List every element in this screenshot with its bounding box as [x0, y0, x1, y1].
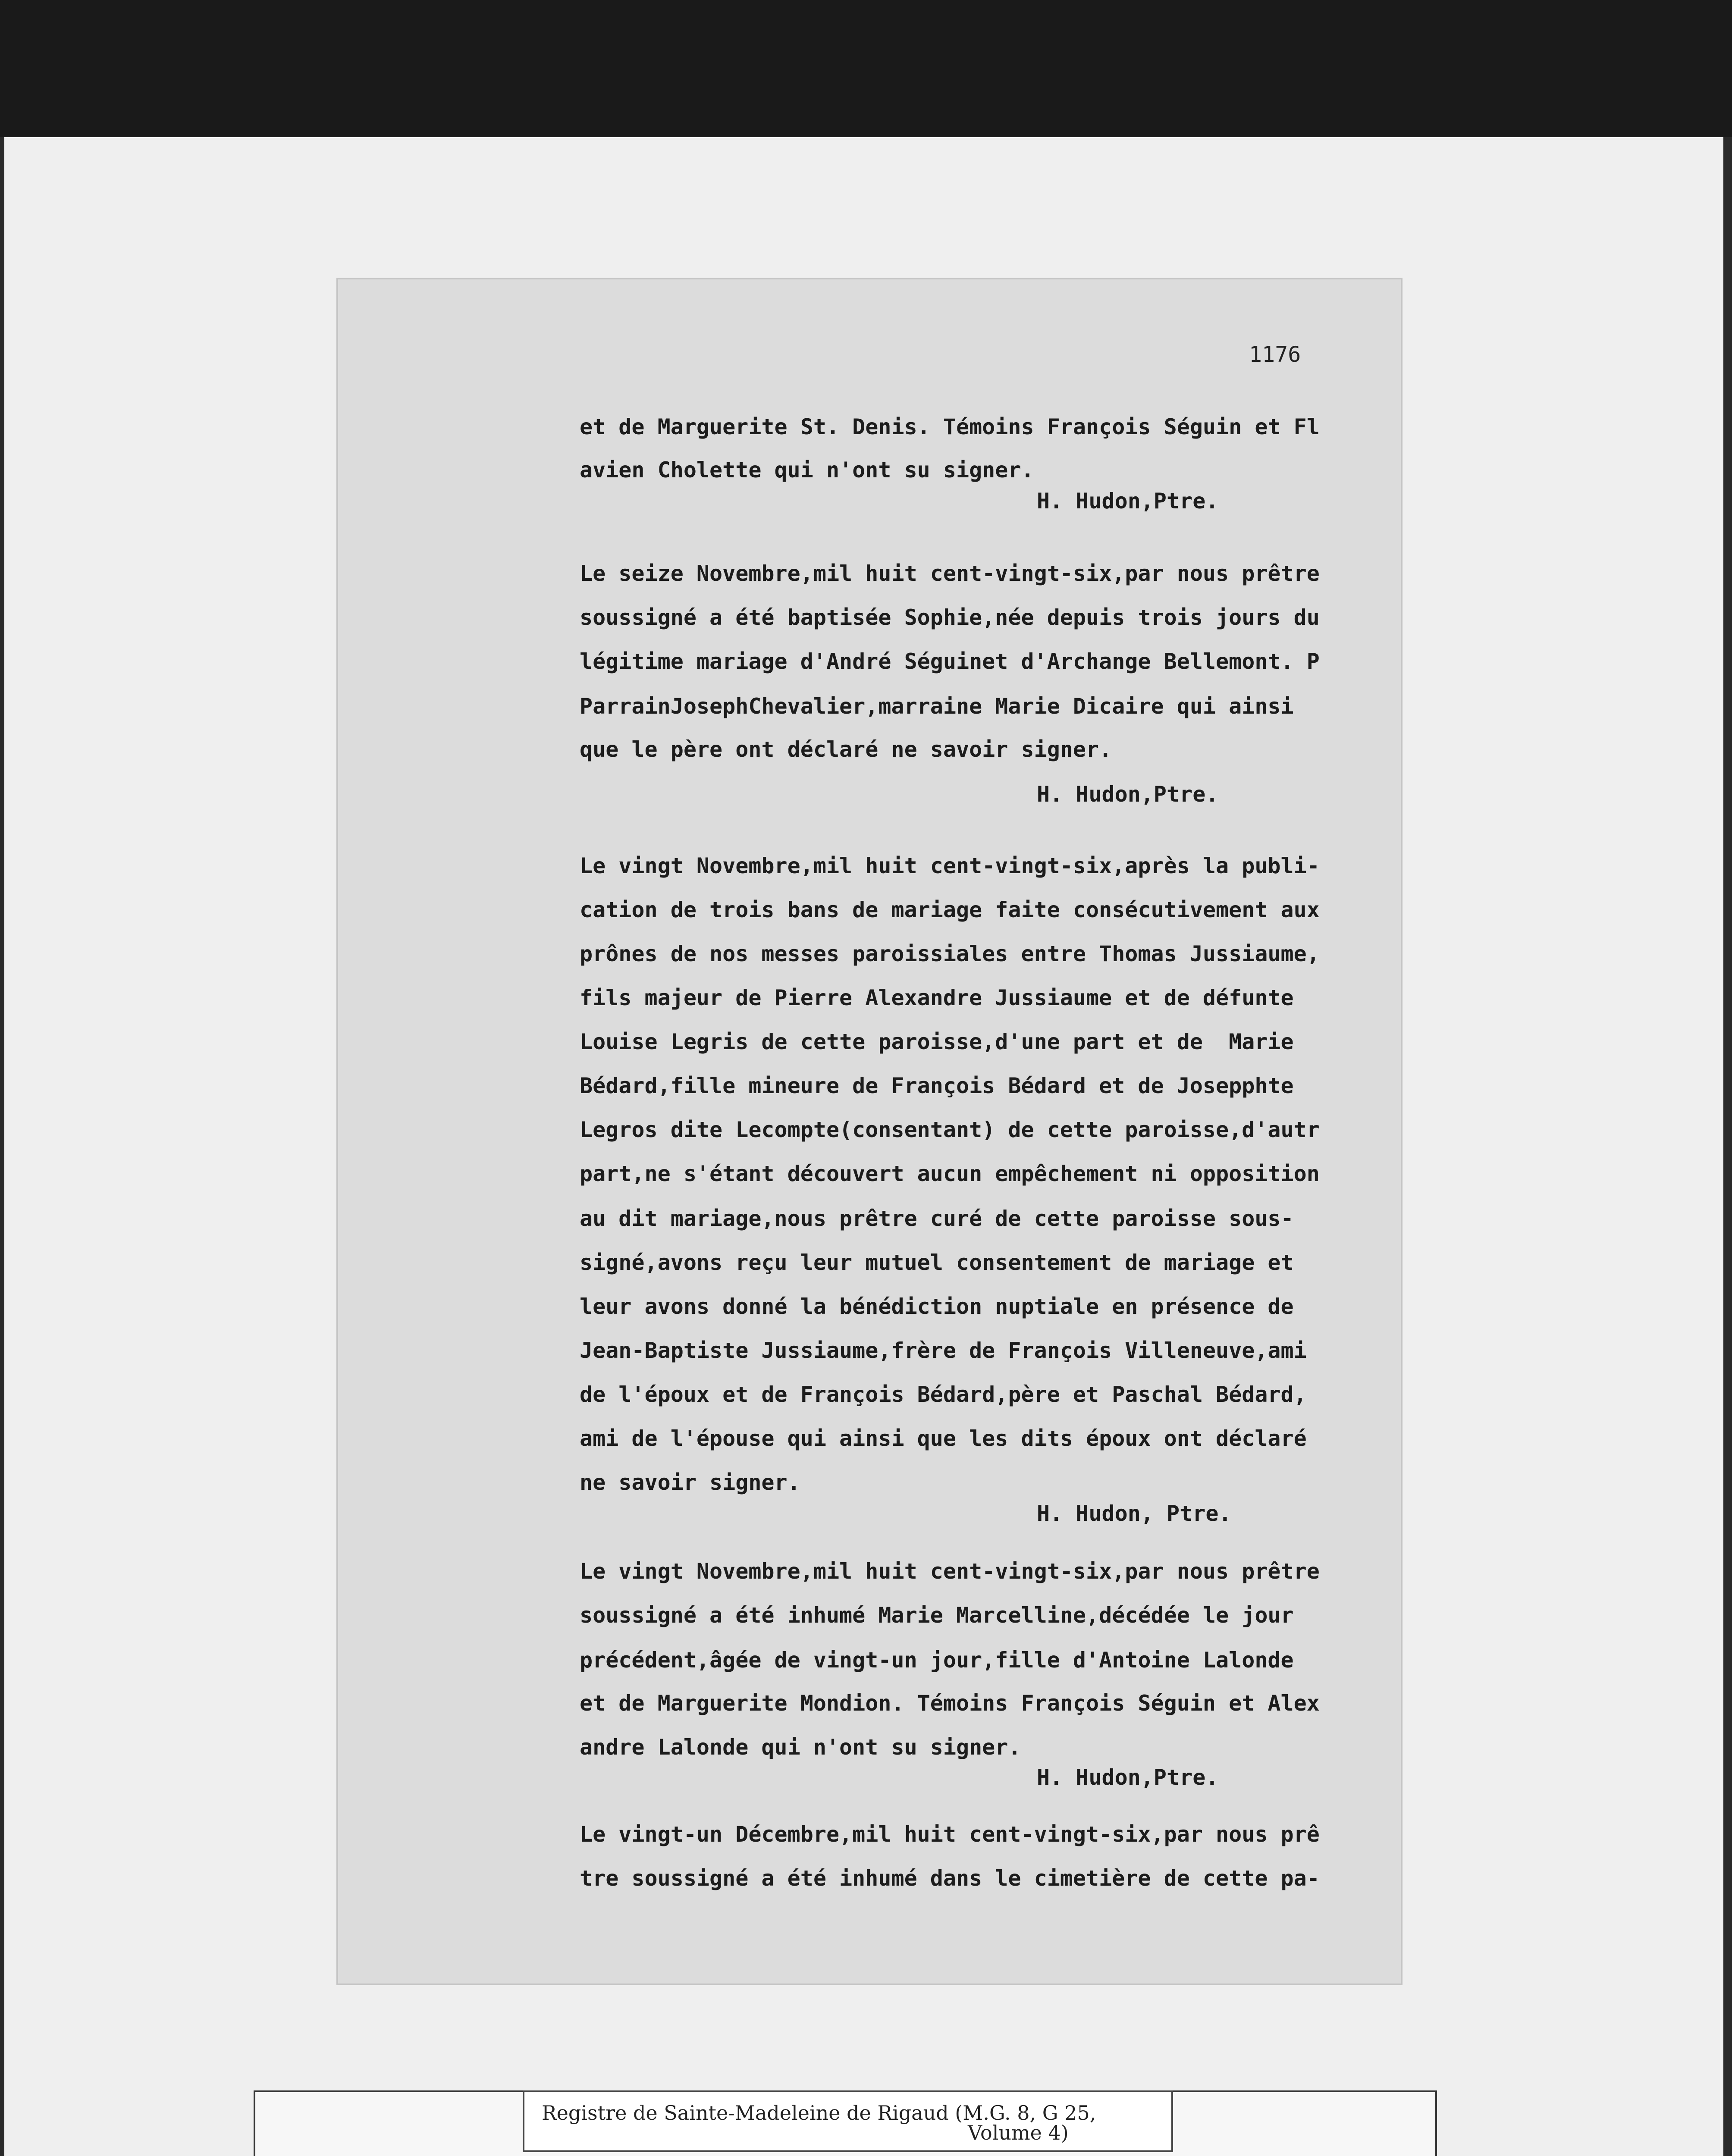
entry-line: Jean-Baptiste Jussiaume,frère de François Villeneuve,ami: [580, 1338, 1307, 1363]
entry-line: cation de trois bans de mariage faite consécutivement aux: [580, 897, 1320, 922]
priest-signature: H. Hudon,Ptre.: [1037, 489, 1219, 514]
entry-line: ne savoir signer.: [580, 1470, 800, 1495]
entry-line: prônes de nos messes paroissiales entre Thomas Jussiaume,: [580, 941, 1320, 966]
entry-line: précédent,âgée de vingt-un jour,fille d'Antoine Lalonde: [580, 1648, 1294, 1673]
entry-line: ami de l'épouse qui ainsi que les dits époux ont déclaré: [580, 1426, 1307, 1451]
priest-signature: H. Hudon,Ptre.: [1037, 782, 1219, 807]
entry-line: Le seize Novembre,mil huit cent-vingt-six,par nous prêtre: [580, 561, 1320, 586]
entry-line: et de Marguerite Mondion. Témoins François Séguin et Alex: [580, 1691, 1320, 1716]
entry-line: signé,avons reçu leur mutuel consentement de mariage et: [580, 1250, 1294, 1275]
entry-line: fils majeur de Pierre Alexandre Jussiaume et de défunte: [580, 985, 1294, 1010]
entry-line: leur avons donné la bénédiction nuptiale en présence de: [580, 1294, 1294, 1319]
entry-line: Bédard,fille mineure de François Bédard et de Josepphte: [580, 1073, 1294, 1098]
film-right-border: [1723, 137, 1732, 2156]
entry-line: Le vingt-un Décembre,mil huit cent-vingt-six,par nous prê: [580, 1822, 1320, 1847]
priest-signature: H. Hudon,Ptre.: [1037, 1765, 1219, 1790]
entry-line: tre soussigné a été inhumé dans le cimetière de cette pa-: [580, 1866, 1320, 1891]
entry-line: soussigné a été inhumé Marie Marcelline,décédée le jour: [580, 1603, 1294, 1628]
entry-line: ParrainJosephChevalier,marraine Marie Dicaire qui ainsi: [580, 694, 1294, 719]
entry-line: légitime mariage d'André Séguinet d'Archange Bellemont. P: [580, 649, 1320, 674]
entry-line: andre Lalonde qui n'ont su signer.: [580, 1735, 1021, 1760]
reference-line-2: Volume 4): [968, 2121, 1069, 2144]
reference-slip: [523, 2090, 1173, 2152]
entry-line: et de Marguerite St. Denis. Témoins François Séguin et Fl: [580, 414, 1320, 439]
entry-line: avien Cholette qui n'ont su signer.: [580, 458, 1034, 483]
priest-signature: H. Hudon, Ptre.: [1037, 1501, 1232, 1526]
entry-line: de l'époux et de François Bédard,père et Paschal Bédard,: [580, 1382, 1307, 1407]
page-number: 1176: [1249, 342, 1301, 367]
typed-register-page: [338, 279, 1401, 1984]
entry-line: soussigné a été baptisée Sophie,née depuis trois jours du: [580, 605, 1320, 630]
film-left-border: [0, 137, 4, 2156]
entry-line: Legros dite Lecompte(consentant) de cette paroisse,d'autr: [580, 1117, 1320, 1142]
entry-line: au dit mariage,nous prêtre curé de cette paroisse sous-: [580, 1206, 1294, 1231]
film-top-border: [0, 0, 1732, 137]
entry-line: Louise Legris de cette paroisse,d'une part et de Marie: [580, 1029, 1294, 1054]
entry-line: Le vingt Novembre,mil huit cent-vingt-six,par nous prêtre: [580, 1559, 1320, 1584]
entry-line: Le vingt Novembre,mil huit cent-vingt-six,après la publi-: [580, 853, 1320, 878]
entry-line: que le père ont déclaré ne savoir signer.: [580, 737, 1112, 762]
reference-line-1: Registre de Sainte-Madeleine de Rigaud (M.G. 8, G 25,: [542, 2101, 1096, 2125]
entry-line: part,ne s'étant découvert aucun empêchement ni opposition: [580, 1161, 1320, 1186]
